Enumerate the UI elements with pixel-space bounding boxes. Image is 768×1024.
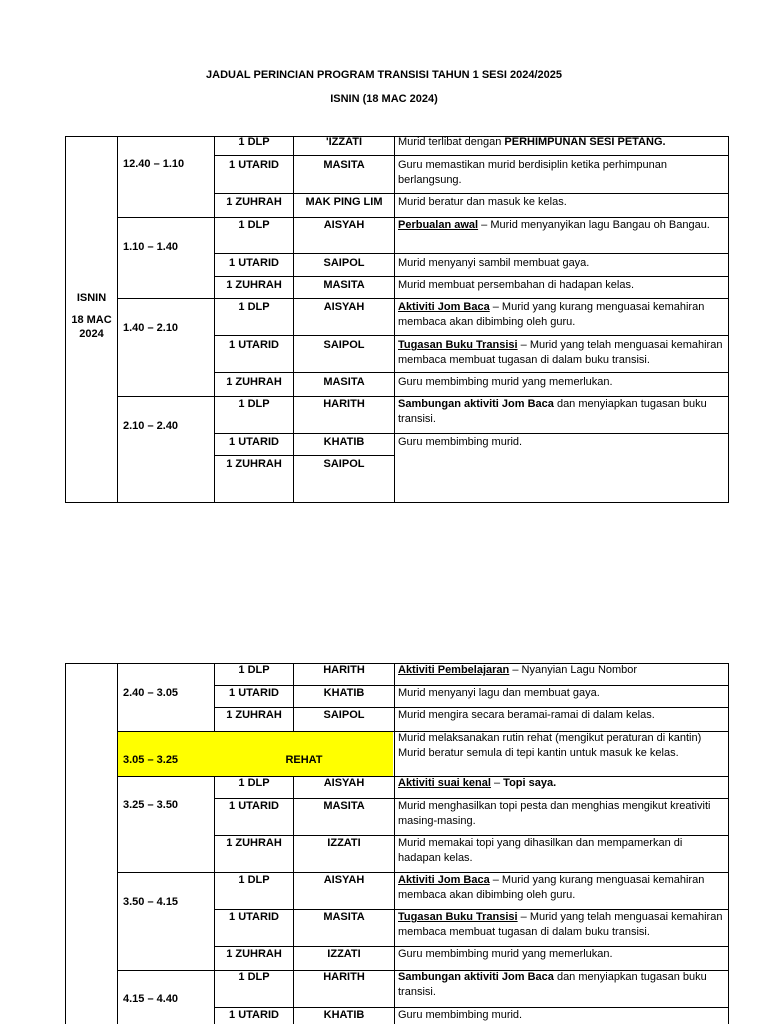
class-cell: 1 DLP (238, 777, 270, 789)
class-cell: 1 DLP (238, 136, 270, 148)
teacher-cell: IZZATI (327, 948, 361, 960)
activity-cell: Murid menghasilkan topi pesta dan menghias mengikut kreativiti masing-masing. (398, 800, 711, 827)
activity-cell: Murid mengira secara beramai-ramai di dalam kelas. (398, 709, 655, 721)
activity-cell: Guru membimbing murid yang memerlukan. (398, 376, 613, 388)
class-cell: 1 UTARID (229, 159, 279, 171)
class-cell: 1 ZUHRAH (226, 196, 282, 208)
teacher-cell: SAIPOL (323, 709, 365, 721)
teacher-cell: AISYAH (323, 777, 365, 789)
activity-cell: Perbualan awal – Murid menyanyikan lagu Bangau oh Bangau. (398, 219, 710, 231)
time-slot: 12.40 – 1.10 (123, 158, 185, 170)
document-subtitle: ISNIN (18 MAC 2024) (330, 93, 438, 105)
activity-cell: Murid menyanyi sambil membuat gaya. (398, 257, 590, 269)
teacher-cell: MASITA (323, 376, 365, 388)
activity-cell: Murid beratur dan masuk ke kelas. (398, 196, 567, 208)
teacher-cell: MASITA (323, 159, 365, 171)
activity-cell: Murid membuat persembahan di hadapan kelas. (398, 279, 635, 291)
teacher-cell: SAIPOL (323, 339, 365, 351)
teacher-cell: KHATIB (323, 687, 365, 699)
class-cell: 1 DLP (238, 664, 270, 676)
time-slot: 3.05 – 3.25 (123, 754, 179, 766)
teacher-cell: 'IZZATI (325, 136, 362, 148)
class-cell: 1 ZUHRAH (226, 709, 282, 721)
teacher-cell: SAIPOL (323, 458, 365, 470)
class-cell: 1 ZUHRAH (226, 376, 282, 388)
activity-cell: Guru membimbing murid. (398, 1009, 523, 1021)
time-slot: 1.40 – 2.10 (123, 322, 179, 334)
time-slot: 3.25 – 3.50 (123, 799, 179, 811)
time-slot: 2.40 – 3.05 (123, 687, 179, 699)
activity-cell: Aktiviti suai kenal – Topi saya. (398, 777, 557, 789)
class-cell: 1 UTARID (229, 339, 279, 351)
class-cell: 1 DLP (238, 219, 270, 231)
class-cell: 1 ZUHRAH (226, 948, 282, 960)
class-cell: 1 UTARID (229, 911, 279, 923)
time-slot: 4.15 – 4.40 (123, 993, 179, 1005)
activity-cell: Guru membimbing murid yang memerlukan. (398, 948, 613, 960)
activity-cell: Tugasan Buku Transisi – Murid yang telah menguasai kemahiran membaca membuat tugasan di dalam buku transisi. (398, 339, 723, 366)
time-slot: 1.10 – 1.40 (123, 241, 179, 253)
day-label: ISNIN (76, 292, 107, 304)
date-label: 18 MAC (71, 314, 112, 326)
teacher-cell: AISYAH (323, 301, 365, 313)
class-cell: 1 ZUHRAH (226, 279, 282, 291)
teacher-cell: MASITA (323, 279, 365, 291)
activity-cell: Murid memakai topi yang dihasilkan dan mempamerkan di hadapan kelas. (398, 837, 683, 864)
teacher-cell: HARITH (323, 398, 365, 410)
year-label: 2024 (79, 328, 104, 340)
activity-cell: Aktiviti Jom Baca – Murid yang kurang menguasai kemahiran membaca akan dibimbing oleh guru. (398, 301, 705, 328)
time-slot: 3.50 – 4.15 (123, 896, 179, 908)
time-slot: 2.10 – 2.40 (123, 420, 179, 432)
teacher-cell: SAIPOL (323, 257, 365, 269)
activity-cell: Aktiviti Jom Baca – Murid yang kurang menguasai kemahiran membaca akan dibimbing oleh guru. (398, 874, 705, 901)
teacher-cell: MASITA (323, 911, 365, 923)
activity-cell: Murid menyanyi lagu dan membuat gaya. (398, 687, 600, 699)
class-cell: 1 UTARID (229, 436, 279, 448)
class-cell: 1 DLP (238, 301, 270, 313)
class-cell: 1 DLP (238, 874, 270, 886)
teacher-cell: KHATIB (323, 1009, 365, 1021)
activity-cell: Sambungan aktiviti Jom Baca dan menyiapkan tugasan buku transisi. (398, 398, 707, 425)
teacher-cell: IZZATI (327, 837, 361, 849)
class-cell: 1 UTARID (229, 1009, 279, 1021)
class-cell: 1 UTARID (229, 800, 279, 812)
class-cell: 1 ZUHRAH (226, 837, 282, 849)
class-cell: 1 DLP (238, 971, 270, 983)
activity-cell: Aktiviti Pembelajaran – Nyanyian Lagu Nombor (398, 664, 638, 676)
teacher-cell: HARITH (323, 971, 365, 983)
class-cell: 1 UTARID (229, 257, 279, 269)
class-cell: 1 DLP (238, 398, 270, 410)
document-title: JADUAL PERINCIAN PROGRAM TRANSISI TAHUN 1 SESI 2024/2025 (206, 69, 562, 81)
activity-cell: Guru membimbing murid. (398, 436, 523, 448)
teacher-cell: MAK PING LIM (305, 196, 383, 208)
teacher-cell: MASITA (323, 800, 365, 812)
activity-cell: Murid terlibat dengan PERHIMPUNAN SESI PETANG. (398, 136, 666, 148)
class-cell: 1 ZUHRAH (226, 458, 282, 470)
teacher-cell: AISYAH (323, 219, 365, 231)
activity-cell: Sambungan aktiviti Jom Baca dan menyiapkan tugasan buku transisi. (398, 971, 707, 998)
activity-cell: Guru memastikan murid berdisiplin ketika perhimpunan berlangsung. (398, 159, 668, 186)
teacher-cell: AISYAH (323, 874, 365, 886)
break-label: REHAT (285, 754, 323, 766)
teacher-cell: HARITH (323, 664, 365, 676)
activity-cell: Tugasan Buku Transisi – Murid yang telah menguasai kemahiran membaca membuat tugasan di dalam buku transisi. (398, 911, 723, 938)
class-cell: 1 UTARID (229, 687, 279, 699)
teacher-cell: KHATIB (323, 436, 365, 448)
activity-cell: Murid melaksanakan rutin rehat (mengikut peraturan di kantin) Murid beratur semula di tepi kantin untuk masuk ke kelas. (398, 732, 702, 759)
